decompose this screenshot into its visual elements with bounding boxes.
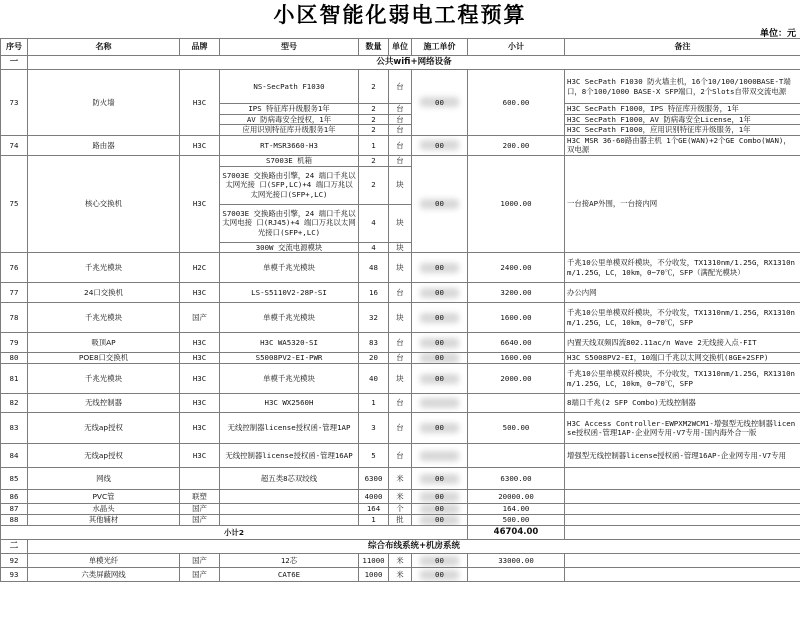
row-qty: 2	[359, 155, 389, 166]
row-remark	[565, 490, 800, 504]
row-qty: 2	[359, 114, 389, 125]
row-qty: 1	[359, 135, 389, 155]
row-qty: 4000	[359, 490, 389, 504]
row-index: 78	[1, 303, 28, 333]
row-brand: 联塑	[180, 490, 220, 504]
row-subtotal	[468, 444, 565, 468]
row-unit: 块	[389, 303, 412, 333]
row-unit: 块	[389, 364, 412, 394]
table-row	[1, 444, 800, 468]
row-unit: 台	[389, 114, 412, 125]
row-subtotal: 2000.00	[468, 364, 565, 394]
row-unit: 台	[389, 104, 412, 115]
row-name: 千兆光模块	[28, 303, 180, 333]
row-index: 84	[1, 444, 28, 468]
row-remark: H3C SecPath F1000，AV 防病毒安全License，1年	[565, 114, 800, 125]
header-row	[1, 39, 800, 56]
row-model: 单模千兆光模块	[220, 303, 359, 333]
row-unit: 台	[389, 125, 412, 136]
row-unit: 台	[389, 394, 412, 413]
header-brand: 品牌	[180, 39, 220, 56]
row-qty: 5	[359, 444, 389, 468]
row-model: 单模千兆光模块	[220, 253, 359, 283]
row-price: 00	[412, 333, 468, 353]
row-model: CAT6E	[220, 568, 359, 582]
row-index: 93	[1, 568, 28, 582]
row-subtotal	[468, 568, 565, 582]
header-unit: 单位	[389, 39, 412, 56]
row-qty: 1	[359, 515, 389, 526]
row-qty: 83	[359, 333, 389, 353]
row-qty: 2	[359, 166, 389, 204]
row-model: 300W 交流电源模块	[220, 242, 359, 253]
row-model: 无线控制器license授权函-管理16AP	[220, 444, 359, 468]
row-subtotal	[468, 394, 565, 413]
row-model: S5008PV2-EI-PWR	[220, 353, 359, 364]
row-price: 00	[412, 253, 468, 283]
row-remark: H3C Access Controller-EWPXM2WCM1-增强型无线控制器license授权函-管理1AP-企业网专用-V7专用-国内海外合一版	[565, 413, 800, 444]
row-price: 00	[412, 490, 468, 504]
row-qty: 32	[359, 303, 389, 333]
row-subtotal: 3200.00	[468, 283, 565, 303]
row-model	[220, 504, 359, 515]
row-model: 应用识别特征库升级服务1年	[220, 125, 359, 136]
row-price: 00	[412, 515, 468, 526]
row-brand: H3C	[180, 155, 220, 252]
row-remark: H3C SecPath F1030 防火墙主机，16个10/100/1000BASE-T端口，8个100/1000 BASE-X SFP端口，2个Slots自带双交流电源	[565, 70, 800, 104]
row-model: S7003E 机箱	[220, 155, 359, 166]
row-remark	[565, 554, 800, 568]
row-brand: H3C	[180, 444, 220, 468]
header-qty: 数量	[359, 39, 389, 56]
row-index: 74	[1, 135, 28, 155]
row-name: POE8口交换机	[28, 353, 180, 364]
row-index: 82	[1, 394, 28, 413]
budget-table	[0, 38, 800, 582]
row-remark: H3C SecPath F1000，IPS 特征库升级服务，1年	[565, 104, 800, 115]
row-qty: 48	[359, 253, 389, 283]
table-row	[1, 468, 800, 490]
row-qty: 2	[359, 70, 389, 104]
row-name: 无线控制器	[28, 394, 180, 413]
row-model: S7003E 交换路由引擎，24 端口千兆以太网光接 口(SFP,LC)+4 端口万兆以太网光接口(SFP+,LC)	[220, 166, 359, 204]
row-model: 超五类8芯双绞线	[220, 468, 359, 490]
row-price	[412, 394, 468, 413]
row-name: 水晶头	[28, 504, 180, 515]
row-price: 00	[412, 303, 468, 333]
table-row	[1, 283, 800, 303]
row-name: 路由器	[28, 135, 180, 155]
row-qty: 6300	[359, 468, 389, 490]
row-name: 无线ap授权	[28, 444, 180, 468]
row-index: 85	[1, 468, 28, 490]
row-remark: H3C MSR 36-60路由器主机 1个GE(WAN)+2个GE Combo(WAN)，双电源	[565, 135, 800, 155]
row-price: 00	[412, 70, 468, 136]
row-brand: 国产	[180, 303, 220, 333]
row-model: 无线控制器license授权函-管理1AP	[220, 413, 359, 444]
table-row	[1, 135, 800, 155]
row-index: 92	[1, 554, 28, 568]
row-unit: 台	[389, 353, 412, 364]
section-index: 二	[1, 540, 28, 554]
row-index: 76	[1, 253, 28, 283]
row-remark: H3C SecPath F1000，应用识别特征库升级服务，1年	[565, 125, 800, 136]
row-remark	[565, 515, 800, 526]
row-brand: H3C	[180, 135, 220, 155]
row-model: NS-SecPath F1030	[220, 70, 359, 104]
row-price: 00	[412, 554, 468, 568]
row-price: 00	[412, 568, 468, 582]
page-title: 小区智能化弱电工程预算	[273, 3, 527, 27]
row-price: 00	[412, 155, 468, 252]
row-remark: 千兆10公里单模双纤模块，不分收发，TX1310nm/1.25G，RX1310nm/1.25G，LC，10km，0~70℃，SFP	[565, 303, 800, 333]
header-price: 施工单价	[412, 39, 468, 56]
section-row	[1, 56, 800, 70]
row-name: 千兆光模块	[28, 253, 180, 283]
row-index: 87	[1, 504, 28, 515]
row-unit: 块	[389, 204, 412, 242]
row-price	[412, 444, 468, 468]
row-brand: H3C	[180, 394, 220, 413]
row-model: H3C WA5320-SI	[220, 333, 359, 353]
row-model: H3C WX2560H	[220, 394, 359, 413]
row-remark: 千兆10公里单模双纤模块，不分收发，TX1310nm/1.25G，RX1310nm/1.25G，LC，10km，0~70℃，SFP	[565, 364, 800, 394]
row-brand	[180, 468, 220, 490]
row-unit: 块	[389, 242, 412, 253]
row-index: 75	[1, 155, 28, 252]
row-model: LS-S5110V2-28P-SI	[220, 283, 359, 303]
section-row	[1, 540, 800, 554]
row-name: PVC管	[28, 490, 180, 504]
row-qty: 11000	[359, 554, 389, 568]
table-row	[1, 333, 800, 353]
row-index: 83	[1, 413, 28, 444]
table-row	[1, 515, 800, 526]
table-row	[1, 353, 800, 364]
row-unit: 台	[389, 70, 412, 104]
row-subtotal: 1600.00	[468, 353, 565, 364]
subtotal-row	[1, 526, 800, 540]
row-remark: 8端口千兆(2 SFP Combo)无线控制器	[565, 394, 800, 413]
row-qty: 2	[359, 104, 389, 115]
row-unit: 块	[389, 166, 412, 204]
row-name: 无线ap授权	[28, 413, 180, 444]
row-price: 00	[412, 283, 468, 303]
header-name: 名称	[28, 39, 180, 56]
row-qty: 1000	[359, 568, 389, 582]
row-unit: 台	[389, 444, 412, 468]
row-name: 六类屏蔽网线	[28, 568, 180, 582]
row-remark: 千兆10公里单模双纤模块，不分收发，TX1310nm/1.25G，RX1310nm/1.25G，LC，10km，0~70℃，SFP（满配光模块）	[565, 253, 800, 283]
row-subtotal: 6300.00	[468, 468, 565, 490]
row-subtotal: 164.00	[468, 504, 565, 515]
row-remark: 办公内网	[565, 283, 800, 303]
row-unit: 米	[389, 568, 412, 582]
row-remark: H3C S5008PV2-EI，10端口千兆以太网交换机(8GE+2SFP)	[565, 353, 800, 364]
row-remark	[565, 504, 800, 515]
row-subtotal: 500.00	[468, 413, 565, 444]
row-index: 73	[1, 70, 28, 136]
row-brand: H3C	[180, 283, 220, 303]
row-subtotal: 2400.00	[468, 253, 565, 283]
section-index: 一	[1, 56, 28, 70]
row-brand: 国产	[180, 504, 220, 515]
row-brand: 国产	[180, 554, 220, 568]
row-remark: 内置天线双频四流802.11ac/n Wave 2无线接入点-FIT	[565, 333, 800, 353]
row-name: 24口交换机	[28, 283, 180, 303]
row-index: 80	[1, 353, 28, 364]
row-index: 79	[1, 333, 28, 353]
row-brand: 国产	[180, 568, 220, 582]
row-name: 吸顶AP	[28, 333, 180, 353]
row-brand: H3C	[180, 70, 220, 136]
row-brand: H2C	[180, 253, 220, 283]
row-subtotal: 600.00	[468, 70, 565, 136]
row-qty: 4	[359, 242, 389, 253]
row-price: 00	[412, 413, 468, 444]
row-brand: H3C	[180, 333, 220, 353]
table-row	[1, 155, 800, 166]
table-row	[1, 490, 800, 504]
row-unit: 块	[389, 253, 412, 283]
row-brand: H3C	[180, 413, 220, 444]
row-unit: 米	[389, 554, 412, 568]
row-model	[220, 515, 359, 526]
row-qty: 3	[359, 413, 389, 444]
row-price: 00	[412, 468, 468, 490]
row-unit: 米	[389, 468, 412, 490]
section-title: 公共wifi+网络设备	[28, 56, 800, 70]
row-subtotal: 200.00	[468, 135, 565, 155]
row-unit: 台	[389, 135, 412, 155]
row-model: IPS 特征库升级服务1年	[220, 104, 359, 115]
row-remark: 增强型无线控制器license授权函-管理16AP-企业网专用-V7专用	[565, 444, 800, 468]
row-brand: 国产	[180, 515, 220, 526]
subtotal-label: 小计2	[1, 526, 468, 540]
row-subtotal: 1600.00	[468, 303, 565, 333]
row-remark	[565, 568, 800, 582]
row-unit: 米	[389, 490, 412, 504]
table-row	[1, 70, 800, 104]
row-subtotal: 6640.00	[468, 333, 565, 353]
row-unit: 个	[389, 504, 412, 515]
row-model: RT-MSR3660-H3	[220, 135, 359, 155]
row-remark	[565, 468, 800, 490]
row-index: 77	[1, 283, 28, 303]
section-title: 综合布线系统+机房系统	[28, 540, 800, 554]
header-subtotal: 小计	[468, 39, 565, 56]
row-qty: 1	[359, 394, 389, 413]
row-unit: 台	[389, 283, 412, 303]
table-row	[1, 253, 800, 283]
row-price: 00	[412, 135, 468, 155]
row-model: S7003E 交换路由引擎，24 端口千兆以太网电接 口(RJ45)+4 端口万兆以太网光接口(SFP+,LC)	[220, 204, 359, 242]
row-qty: 4	[359, 204, 389, 242]
table-row	[1, 394, 800, 413]
table-row	[1, 504, 800, 515]
row-name: 网线	[28, 468, 180, 490]
row-brand: H3C	[180, 353, 220, 364]
header-index: 序号	[1, 39, 28, 56]
table-row	[1, 554, 800, 568]
row-price: 00	[412, 364, 468, 394]
row-qty: 16	[359, 283, 389, 303]
row-unit: 批	[389, 515, 412, 526]
row-qty: 20	[359, 353, 389, 364]
row-name: 其他辅材	[28, 515, 180, 526]
table-row	[1, 413, 800, 444]
row-subtotal: 500.00	[468, 515, 565, 526]
row-index: 88	[1, 515, 28, 526]
row-model: 单模千兆光模块	[220, 364, 359, 394]
row-subtotal: 20000.00	[468, 490, 565, 504]
header-model: 型号	[220, 39, 359, 56]
row-name: 核心交换机	[28, 155, 180, 252]
row-unit: 台	[389, 333, 412, 353]
subtotal-amount: 46704.00	[468, 526, 565, 540]
table-row	[1, 364, 800, 394]
row-subtotal: 33000.00	[468, 554, 565, 568]
table-row	[1, 303, 800, 333]
row-remark: 一台接AP外围，一台接内网	[565, 155, 800, 252]
row-model	[220, 490, 359, 504]
row-qty: 164	[359, 504, 389, 515]
row-name: 防火墙	[28, 70, 180, 136]
currency-unit: 单位：元	[759, 29, 796, 39]
row-qty: 2	[359, 125, 389, 136]
table-row	[1, 568, 800, 582]
row-unit: 台	[389, 155, 412, 166]
row-model: 12芯	[220, 554, 359, 568]
row-name: 单模光纤	[28, 554, 180, 568]
row-brand: H3C	[180, 364, 220, 394]
row-unit: 台	[389, 413, 412, 444]
row-subtotal: 1000.00	[468, 155, 565, 252]
row-index: 81	[1, 364, 28, 394]
header-remark: 备注	[565, 39, 800, 56]
row-qty: 40	[359, 364, 389, 394]
row-price: 00	[412, 504, 468, 515]
row-index: 86	[1, 490, 28, 504]
row-model: AV 防病毒安全授权，1年	[220, 114, 359, 125]
row-name: 千兆光模块	[28, 364, 180, 394]
subtotal-remark	[565, 526, 800, 540]
row-price: 00	[412, 353, 468, 364]
